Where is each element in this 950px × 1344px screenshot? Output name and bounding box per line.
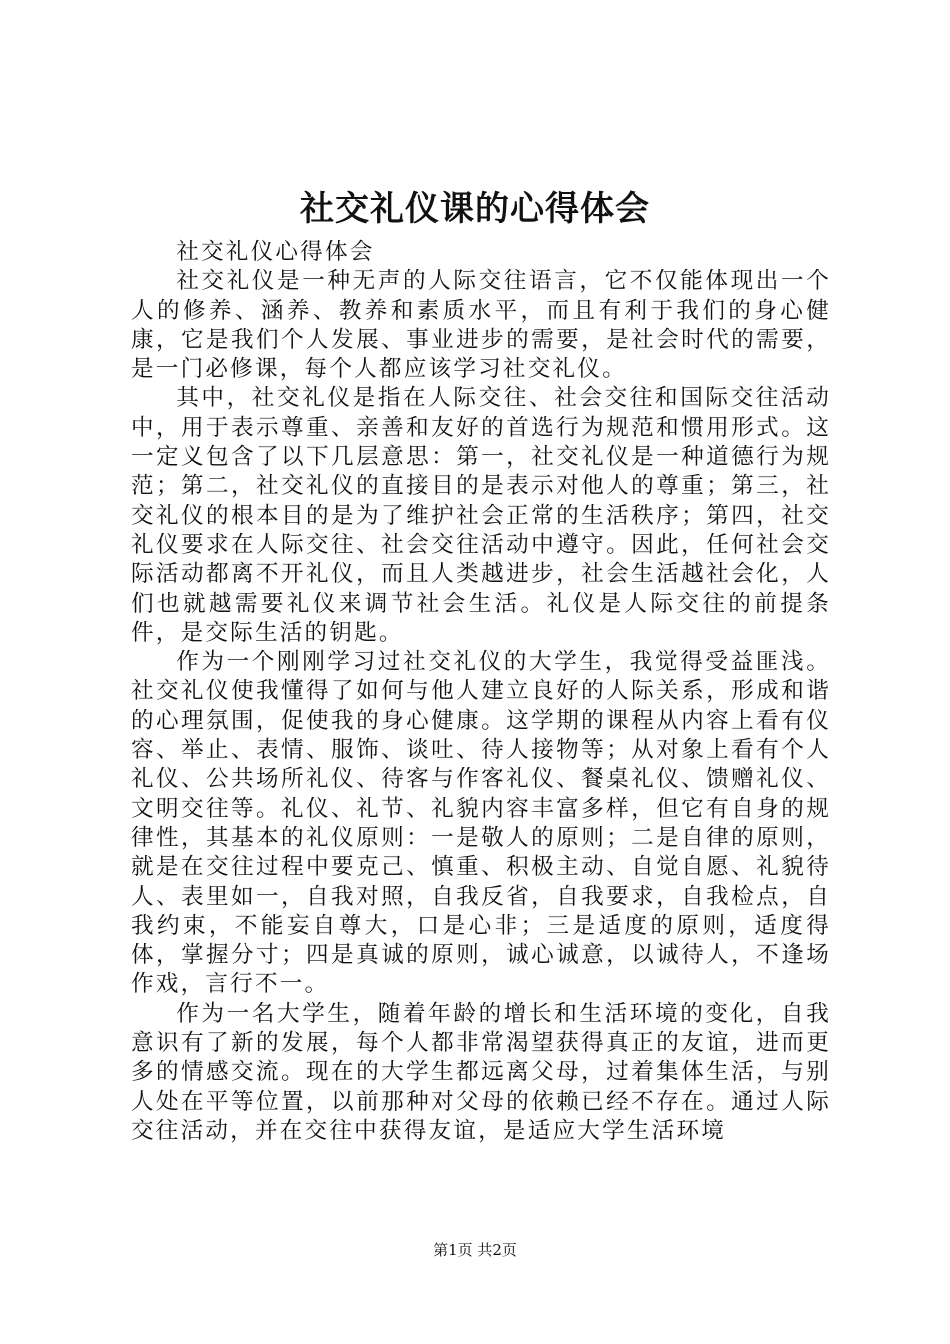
page-number-footer: 第1页 共2页 [433,1241,517,1259]
document-body [131,238,831,1146]
page-title: 社交礼仪课的心得体会 [300,189,650,229]
paragraph: 作为一名大学生，随着年龄的增长和生活环境的变化，自我意识有了新的发展，每个人都非常渴望获得真正的友谊，进而更多的情感交流。现在的大学生都远离父母，过着集体生活，与别人处在平等位置，以前那种对父母的依赖已经不存在。通过人际交往活动，并在交往中获得友谊，是适应大学生活环境 [131,1000,831,1144]
paragraph: 社交礼仪是一种无声的人际交往语言，它不仅能体现出一个人的修养、涵养、教养和素质水平，而且有利于我们的身心健康，它是我们个人发展、事业进步的需要，是社会时代的需要，是一门必修课，每个人都应该学习社交礼仪。 [131,268,831,383]
paragraph-subtitle: 社交礼仪心得体会 [176,239,375,265]
paragraph: 作为一个刚刚学习过社交礼仪的大学生，我觉得受益匪浅。社交礼仪使我懂得了如何与他人建立良好的人际关系，形成和谐的心理氛围，促使我的身心健康。这学期的课程从内容上看有仪容、举止、表情、服饰、谈吐、待人接物等；从对象上看有个人礼仪、公共场所礼仪、待客与作客礼仪、餐桌礼仪、馈赠礼仪、文明交往等。礼仪、礼节、礼貌内容丰富多样，但它有自身的规律性，其基本的礼仪原则：一是敬人的原则；二是自律的原则，就是在交往过程中要克己、慎重、积极主动、自觉自愿、礼貌待人、表里如一，自我对照，自我反省，自我要求，自我检点，自我约束，不能妄自尊大，口是心非；三是适度的原则，适度得体，掌握分寸；四是真诚的原则，诚心诚意，以诚待人，不逢场作戏，言行不一。 [131,649,831,998]
paragraph: 其中，社交礼仪是指在人际交往、社会交往和国际交往活动中，用于表示尊重、亲善和友好的首选行为规范和惯用形式。这一定义包含了以下几层意思：第一，社交礼仪是一种道德行为规范；第二，社交礼仪的直接目的是表示对他人的尊重；第三，社交礼仪的根本目的是为了维护社会正常的生活秩序；第四，社交礼仪要求在人际交往、社会交往活动中遵守。因此，任何社会交际活动都离不开礼仪，而且人类越进步，社会生活越社会化，人们也就越需要礼仪来调节社会生活。礼仪是人际交往的前提条件，是交际生活的钥匙。 [131,385,831,646]
